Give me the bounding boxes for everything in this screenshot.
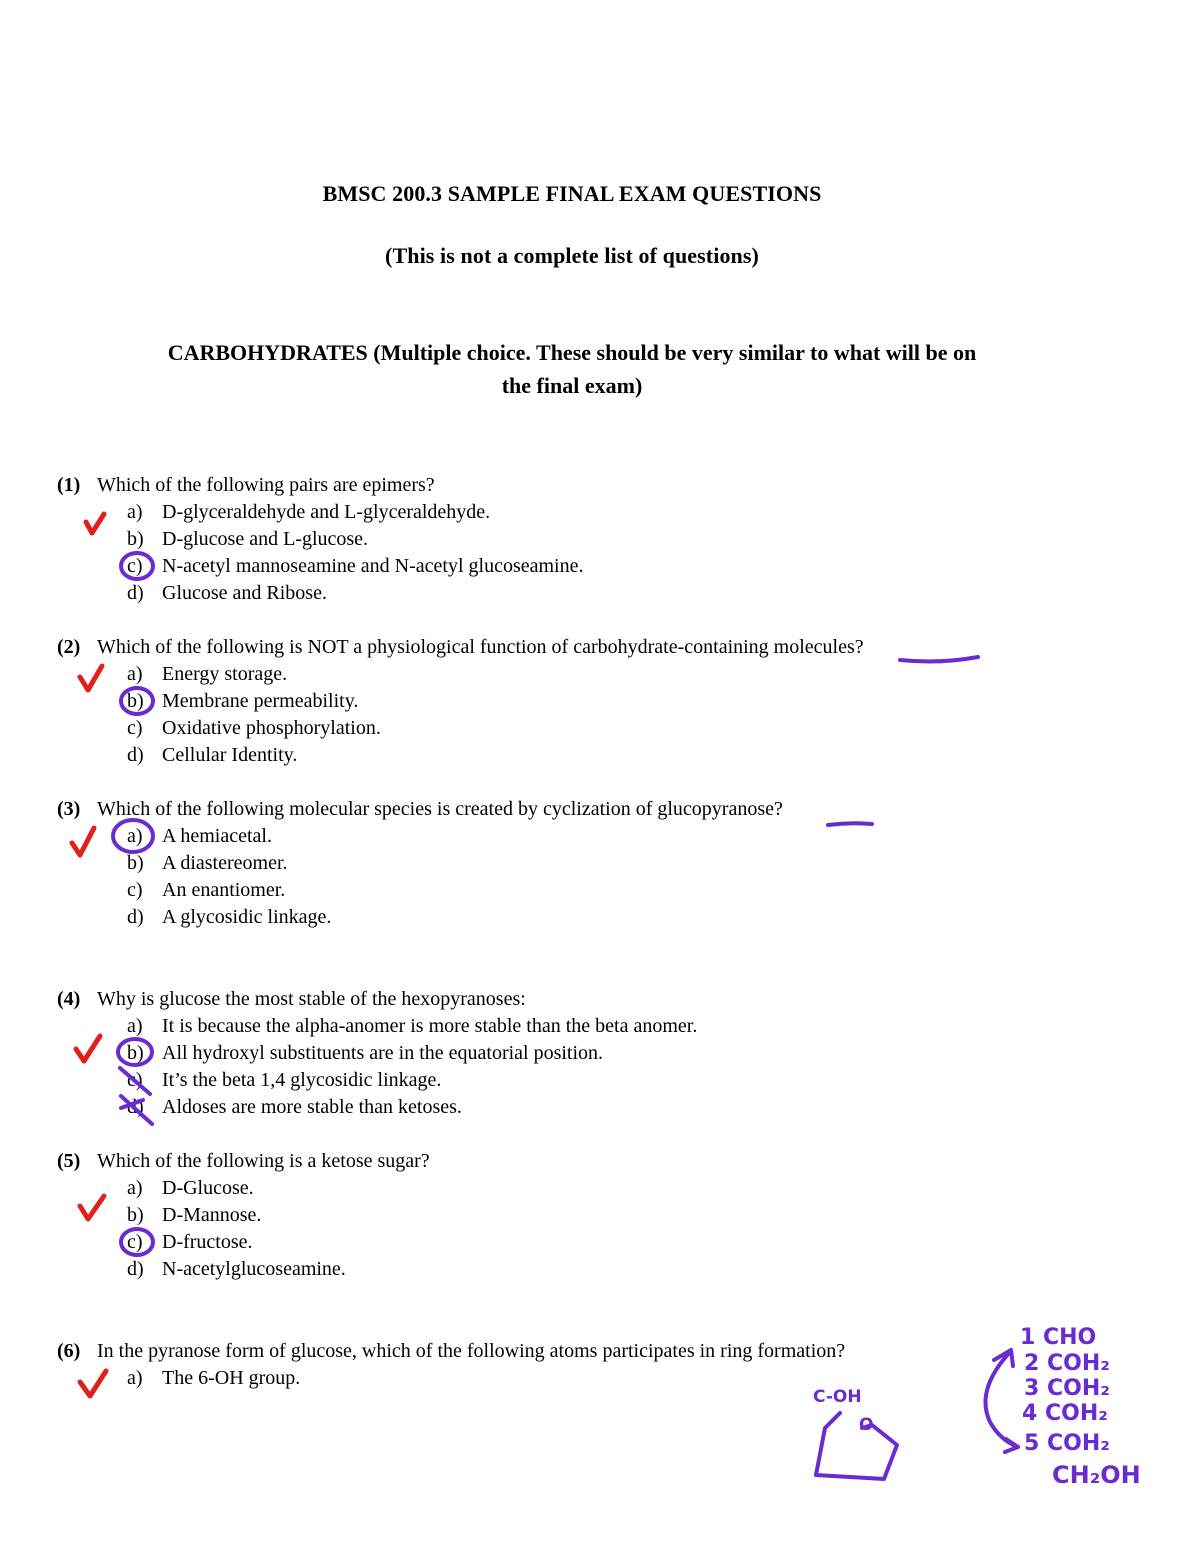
question-text: Which of the following is a ketose sugar? bbox=[97, 1150, 430, 1172]
question-3 bbox=[57, 796, 1037, 931]
option-b[interactable] bbox=[57, 1202, 1037, 1229]
option-text: The 6-OH group. bbox=[162, 1367, 301, 1389]
option-letter: c) bbox=[127, 717, 143, 739]
option-text: Aldoses are more stable than ketoses. bbox=[162, 1096, 462, 1118]
option-text: N-acetyl mannoseamine and N-acetyl glucoseamine. bbox=[162, 555, 584, 577]
option-letter: c) bbox=[127, 555, 143, 577]
option-c[interactable] bbox=[57, 553, 1037, 580]
option-letter: b) bbox=[127, 852, 144, 874]
option-letter: a) bbox=[127, 825, 143, 847]
option-text: Membrane permeability. bbox=[162, 690, 359, 712]
option-text: Cellular Identity. bbox=[162, 744, 298, 766]
option-c[interactable] bbox=[57, 1067, 1037, 1094]
question-number: (1) bbox=[57, 474, 81, 496]
option-text: Energy storage. bbox=[162, 663, 288, 685]
question-text: Which of the following molecular species is created by cyclization of glucopyranose? bbox=[97, 798, 783, 820]
exam-subtitle: (This is not a complete list of questions) bbox=[385, 243, 759, 268]
section-title-line2: the final exam) bbox=[501, 373, 643, 398]
section-title-line1: CARBOHYDRATES (Multiple choice. These should be very similar to what will be on bbox=[167, 340, 977, 365]
option-letter: b) bbox=[127, 528, 144, 550]
question-text: Which of the following pairs are epimers? bbox=[97, 474, 435, 496]
question-1 bbox=[57, 472, 1037, 607]
question-2 bbox=[57, 634, 1037, 769]
option-a[interactable] bbox=[57, 823, 1037, 850]
option-letter: c) bbox=[127, 1069, 143, 1091]
option-a[interactable] bbox=[57, 661, 1037, 688]
option-letter: a) bbox=[127, 1015, 143, 1037]
option-letter: b) bbox=[127, 1042, 144, 1064]
option-d[interactable] bbox=[57, 1256, 1037, 1283]
option-letter: b) bbox=[127, 1204, 144, 1226]
option-text: Glucose and Ribose. bbox=[162, 582, 327, 604]
option-text: D-fructose. bbox=[162, 1231, 253, 1253]
option-text: D-glucose and L-glucose. bbox=[162, 528, 369, 550]
option-text: Oxidative phosphorylation. bbox=[162, 717, 381, 739]
option-c[interactable] bbox=[57, 1229, 1037, 1256]
option-text: It is because the alpha-anomer is more stable than the beta anomer. bbox=[162, 1015, 698, 1037]
chain-carbon-5: 5 COH₂ bbox=[1024, 1431, 1110, 1456]
option-d[interactable] bbox=[57, 580, 1037, 607]
chain-carbon-1: 1 CHO bbox=[1020, 1325, 1097, 1350]
option-letter: a) bbox=[127, 501, 143, 523]
option-a[interactable] bbox=[57, 1365, 1037, 1392]
question-6 bbox=[57, 1338, 1037, 1392]
option-text: D-glyceraldehyde and L-glyceraldehyde. bbox=[162, 501, 491, 523]
question-number: (6) bbox=[57, 1340, 81, 1362]
question-4 bbox=[57, 986, 1037, 1121]
option-text: D-Glucose. bbox=[162, 1177, 254, 1199]
option-letter: a) bbox=[127, 1367, 143, 1389]
option-text: N-acetylglucoseamine. bbox=[162, 1258, 346, 1280]
option-text: All hydroxyl substituents are in the equatorial position. bbox=[162, 1042, 604, 1064]
exam-title: BMSC 200.3 SAMPLE FINAL EXAM QUESTIONS bbox=[322, 181, 822, 206]
ring-drawing-icon bbox=[816, 1413, 897, 1479]
option-text: It’s the beta 1,4 glycosidic linkage. bbox=[162, 1069, 442, 1091]
chain-carbon-4: 4 COH₂ bbox=[1022, 1401, 1108, 1426]
option-d[interactable] bbox=[57, 742, 1037, 769]
option-a[interactable] bbox=[57, 1013, 1037, 1040]
chain-carbon-6: CH₂OH bbox=[1052, 1461, 1141, 1489]
option-d[interactable] bbox=[57, 1094, 1037, 1121]
option-letter: d) bbox=[127, 906, 144, 928]
arrow-head-icon bbox=[1005, 1439, 1018, 1452]
question-number: (4) bbox=[57, 988, 81, 1010]
ring-oxygen-label: O bbox=[859, 1415, 874, 1435]
question-number: (3) bbox=[57, 798, 81, 820]
chain-carbon-3: 3 COH₂ bbox=[1024, 1376, 1110, 1401]
option-text: An enantiomer. bbox=[162, 879, 286, 901]
option-letter: d) bbox=[127, 744, 144, 766]
option-text: D-Mannose. bbox=[162, 1204, 262, 1226]
option-b[interactable] bbox=[57, 850, 1037, 877]
option-b[interactable] bbox=[57, 688, 1037, 715]
option-letter: d) bbox=[127, 1096, 144, 1118]
question-text: Which of the following is NOT a physiological function of carbohydrate-containing molecules? bbox=[97, 636, 864, 658]
question-number: (2) bbox=[57, 636, 81, 658]
option-letter: c) bbox=[127, 1231, 143, 1253]
option-a[interactable] bbox=[57, 1175, 1037, 1202]
question-text: In the pyranose form of glucose, which of the following atoms participates in ring formation? bbox=[97, 1340, 846, 1362]
option-letter: a) bbox=[127, 1177, 143, 1199]
question-5 bbox=[57, 1148, 1037, 1283]
question-text: Why is glucose the most stable of the hexopyranoses: bbox=[97, 988, 526, 1010]
option-c[interactable] bbox=[57, 877, 1037, 904]
section-title bbox=[60, 336, 1084, 402]
option-b[interactable] bbox=[57, 1040, 1037, 1067]
chain-carbon-2: 2 COH₂ bbox=[1024, 1351, 1110, 1376]
option-c[interactable] bbox=[57, 715, 1037, 742]
question-number: (5) bbox=[57, 1150, 81, 1172]
option-text: A hemiacetal. bbox=[162, 825, 272, 847]
option-letter: b) bbox=[127, 690, 144, 712]
option-b[interactable] bbox=[57, 526, 1037, 553]
option-a[interactable] bbox=[57, 499, 1037, 526]
ring-label: C-OH bbox=[813, 1387, 862, 1407]
option-letter: c) bbox=[127, 879, 143, 901]
option-letter: d) bbox=[127, 582, 144, 604]
option-text: A diastereomer. bbox=[162, 852, 288, 874]
option-letter: a) bbox=[127, 663, 143, 685]
option-letter: d) bbox=[127, 1258, 144, 1280]
option-text: A glycosidic linkage. bbox=[162, 906, 332, 928]
option-d[interactable] bbox=[57, 904, 1037, 931]
